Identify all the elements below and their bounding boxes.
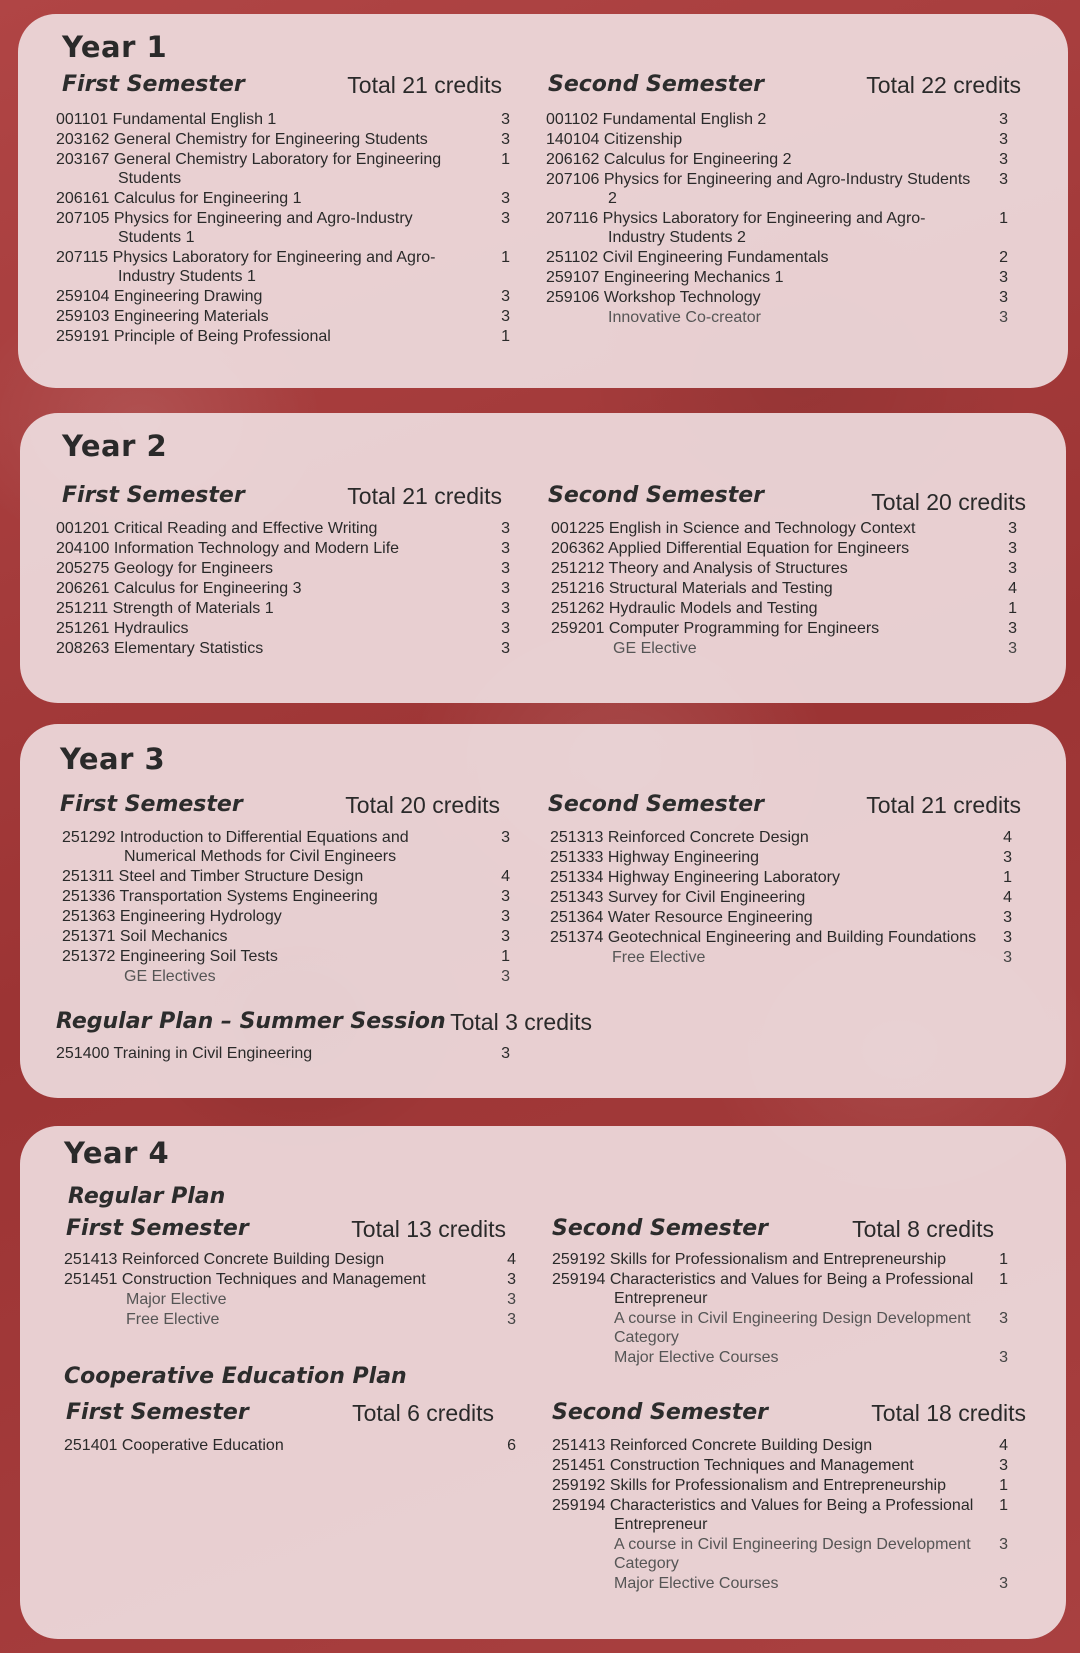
semester-total-credits: Total 20 credits [345, 792, 500, 818]
elective-row [551, 639, 1017, 658]
elective-row [64, 1290, 516, 1309]
course-row [550, 908, 1012, 927]
elective-row [546, 308, 1008, 327]
course-title: 251374 Geotechnical Engineering and Building Foundations [550, 929, 977, 946]
year-4-regular-first-semester-header [66, 1216, 506, 1244]
course-title: Free Elective [126, 1311, 220, 1328]
semester-name: First Semester [66, 1216, 249, 1241]
course-row [56, 519, 510, 538]
elective-row [552, 1535, 1008, 1573]
cooperative-plan-title: Cooperative Education Plan [64, 1364, 407, 1389]
course-row [56, 189, 510, 208]
course-row [56, 579, 510, 598]
semester-name: Second Semester [552, 1400, 768, 1425]
course-title: 251211 Strength of Materials 1 [56, 600, 274, 617]
course-credits: 4 [1008, 580, 1017, 597]
course-title: 001201 Critical Reading and Effective Writing [56, 520, 378, 537]
course-credits: 3 [501, 288, 510, 305]
course-credits: 1 [999, 1477, 1008, 1494]
year-2-first-semester-header [62, 483, 502, 511]
year-3-panel [20, 724, 1066, 1098]
semester-total-credits: Total 21 credits [347, 72, 502, 98]
course-title: 251313 Reinforced Concrete Design [550, 829, 809, 846]
course-title: 203167 General Chemistry Laboratory for Engineering Students [56, 151, 442, 187]
course-credits: 2 [999, 249, 1008, 266]
year-2-panel [20, 413, 1066, 703]
elective-row [64, 1310, 516, 1329]
course-credits: 3 [999, 171, 1008, 188]
semester-name: First Semester [66, 1400, 249, 1425]
course-title: 259107 Engineering Mechanics 1 [546, 269, 784, 286]
year-1-first-semester-header [62, 72, 502, 100]
course-row [56, 1044, 510, 1063]
year-2-title: Year 2 [62, 429, 168, 463]
course-credits: 3 [1003, 849, 1012, 866]
course-credits: 3 [999, 131, 1008, 148]
course-title: 207106 Physics for Engineering and Agro-Industry Students 2 [546, 171, 971, 207]
course-row [550, 848, 1012, 867]
course-credits: 1 [501, 249, 510, 266]
year-3-first-semester-header [60, 792, 500, 820]
course-credits: 1 [999, 1497, 1008, 1514]
course-row [546, 170, 1008, 208]
course-title: 001225 English in Science and Technology Context [551, 520, 916, 537]
course-credits: 1 [999, 1271, 1008, 1288]
semester-name: Second Semester [548, 72, 764, 97]
course-row [56, 599, 510, 618]
course-credits: 3 [501, 560, 510, 577]
course-row [56, 110, 510, 129]
course-credits: 3 [999, 111, 1008, 128]
semester-total-credits: Total 3 credits [450, 1009, 592, 1035]
year-4-panel [20, 1126, 1066, 1639]
course-row [550, 928, 1012, 947]
semester-total-credits: Total 8 credits [852, 1216, 994, 1242]
semester-total-credits: Total 13 credits [351, 1216, 506, 1242]
year-1-second-semester-header [548, 72, 1021, 100]
course-credits: 3 [1008, 560, 1017, 577]
semester-total-credits: Total 18 credits [871, 1400, 1026, 1426]
year-1-first-semester-courses [56, 110, 510, 347]
course-title: Major Elective Courses [614, 1349, 779, 1366]
course-row [551, 539, 1017, 558]
course-title: 259103 Engineering Materials [56, 308, 269, 325]
course-title: 205275 Geology for Engineers [56, 560, 274, 577]
year-4-regular-second-semester-courses [552, 1250, 1008, 1368]
course-title: 251333 Highway Engineering [550, 849, 760, 866]
course-title: 208263 Elementary Statistics [56, 640, 264, 657]
course-title: 251413 Reinforced Concrete Building Design [552, 1437, 873, 1454]
course-credits: 1 [501, 328, 510, 345]
course-credits: 3 [1008, 620, 1017, 637]
course-title: 203162 General Chemistry for Engineering Students [56, 131, 428, 148]
course-title: Major Elective [126, 1291, 227, 1308]
course-row [56, 327, 510, 346]
course-credits: 4 [1003, 889, 1012, 906]
course-title: 251334 Highway Engineering Laboratory [550, 869, 840, 886]
course-credits: 3 [501, 620, 510, 637]
course-row [56, 639, 510, 658]
course-credits: 3 [501, 908, 510, 925]
course-row [551, 559, 1017, 578]
course-title: 207105 Physics for Engineering and Agro-Industry Students 1 [56, 210, 413, 246]
course-title: 259192 Skills for Professionalism and Entrepreneurship [552, 1251, 946, 1268]
course-row [551, 599, 1017, 618]
course-row [56, 539, 510, 558]
elective-row [552, 1348, 1008, 1367]
course-row [550, 888, 1012, 907]
course-title: 251292 Introduction to Differential Equations and Numerical Methods for Civil Engineers [62, 829, 409, 865]
course-row [546, 209, 1008, 247]
course-title: 207116 Physics Laboratory for Engineering and Agro-Industry Students 2 [546, 210, 926, 246]
course-credits: 3 [999, 1349, 1008, 1366]
course-title: 206162 Calculus for Engineering 2 [546, 151, 792, 168]
course-title: 259201 Computer Programming for Engineers [551, 620, 880, 637]
course-title: 251364 Water Resource Engineering [550, 909, 813, 926]
course-row [550, 828, 1012, 847]
year-2-second-semester-header [548, 483, 1026, 515]
semester-name: First Semester [62, 483, 245, 508]
course-credits: 3 [999, 309, 1008, 326]
course-title: 206161 Calculus for Engineering 1 [56, 190, 302, 207]
course-credits: 3 [507, 1311, 516, 1328]
course-row [56, 209, 510, 247]
course-row [56, 248, 510, 286]
course-title: 206362 Applied Differential Equation for Engineers [551, 540, 910, 557]
course-credits: 3 [1008, 540, 1017, 557]
semester-total-credits: Total 6 credits [352, 1400, 494, 1426]
semester-name: Second Semester [548, 792, 764, 817]
course-credits: 3 [501, 308, 510, 325]
year-4-coop-second-semester-header [552, 1400, 1026, 1428]
course-row [550, 868, 1012, 887]
course-row [62, 867, 510, 886]
course-title: 259104 Engineering Drawing [56, 288, 263, 305]
course-credits: 3 [501, 520, 510, 537]
course-credits: 4 [1003, 829, 1012, 846]
year-4-regular-first-semester-courses [64, 1250, 516, 1330]
course-row [551, 519, 1017, 538]
elective-row [552, 1309, 1008, 1347]
course-title: Free Elective [612, 949, 706, 966]
course-credits: 3 [501, 640, 510, 657]
year-3-title: Year 3 [60, 742, 166, 776]
course-title: Innovative Co-creator [608, 309, 761, 326]
course-title: 251372 Engineering Soil Tests [62, 948, 278, 965]
course-row [552, 1476, 1008, 1495]
course-row [551, 619, 1017, 638]
year-3-summer-session-courses [56, 1044, 510, 1064]
semester-name: First Semester [62, 72, 245, 97]
course-credits: 1 [999, 210, 1008, 227]
course-credits: 3 [999, 1310, 1008, 1327]
course-credits: 4 [501, 868, 510, 885]
course-credits: 3 [501, 829, 510, 846]
course-credits: 1 [1008, 600, 1017, 617]
course-row [62, 947, 510, 966]
course-title: 259106 Workshop Technology [546, 289, 761, 306]
semester-total-credits: Total 22 credits [866, 72, 1021, 98]
course-credits: 3 [501, 1045, 510, 1062]
semester-total-credits: Total 20 credits [871, 489, 1026, 515]
course-title: 001101 Fundamental English 1 [56, 111, 277, 128]
course-title: 251311 Steel and Timber Structure Design [62, 868, 364, 885]
course-row [64, 1270, 516, 1289]
course-credits: 3 [1003, 929, 1012, 946]
semester-total-credits: Total 21 credits [866, 792, 1021, 818]
course-title: 259191 Principle of Being Professional [56, 328, 331, 345]
course-credits: 3 [999, 151, 1008, 168]
year-3-second-semester-header [548, 792, 1021, 820]
course-row [56, 287, 510, 306]
year-1-title: Year 1 [62, 30, 168, 64]
course-credits: 3 [999, 269, 1008, 286]
course-credits: 3 [501, 580, 510, 597]
course-row [64, 1436, 516, 1455]
course-title: 251451 Construction Techniques and Management [552, 1457, 914, 1474]
course-row [552, 1496, 1008, 1534]
course-row [552, 1250, 1008, 1269]
course-row [62, 828, 510, 866]
course-credits: 3 [501, 210, 510, 227]
course-credits: 3 [501, 888, 510, 905]
course-title: 140104 Citizenship [546, 131, 683, 148]
course-credits: 3 [1008, 640, 1017, 657]
course-row [551, 579, 1017, 598]
course-credits: 3 [501, 111, 510, 128]
course-title: 251451 Construction Techniques and Management [64, 1271, 426, 1288]
course-title: 251212 Theory and Analysis of Structures [551, 560, 848, 577]
year-3-summer-session-header [56, 1009, 592, 1037]
course-credits: 3 [999, 289, 1008, 306]
course-title: 251400 Training in Civil Engineering [56, 1045, 313, 1062]
course-credits: 3 [507, 1271, 516, 1288]
semester-name: Second Semester [548, 483, 764, 508]
course-title: 251371 Soil Mechanics [62, 928, 228, 945]
course-credits: 1 [501, 948, 510, 965]
course-row [62, 887, 510, 906]
year-4-coop-first-semester-header [66, 1400, 494, 1428]
course-title: 206261 Calculus for Engineering 3 [56, 580, 302, 597]
course-credits: 1 [1003, 869, 1012, 886]
course-credits: 1 [999, 1251, 1008, 1268]
course-row [62, 907, 510, 926]
year-3-second-semester-courses [550, 828, 1012, 968]
course-credits: 3 [501, 928, 510, 945]
course-title: 251336 Transportation Systems Engineering [62, 888, 378, 905]
year-2-second-semester-courses [551, 519, 1017, 659]
course-credits: 3 [999, 1536, 1008, 1553]
course-row [546, 150, 1008, 169]
course-title: 251102 Civil Engineering Fundamentals [546, 249, 829, 266]
course-row [546, 110, 1008, 129]
course-credits: 3 [1003, 949, 1012, 966]
course-row [546, 130, 1008, 149]
course-row [552, 1436, 1008, 1455]
elective-row [552, 1574, 1008, 1593]
course-row [56, 619, 510, 638]
course-title: 204100 Information Technology and Modern Life [56, 540, 400, 557]
course-title: 251401 Cooperative Education [64, 1437, 284, 1454]
semester-name: First Semester [60, 792, 243, 817]
course-row [56, 559, 510, 578]
course-title: 001102 Fundamental English 2 [546, 111, 767, 128]
course-title: 251363 Engineering Hydrology [62, 908, 282, 925]
course-title: 251216 Structural Materials and Testing [551, 580, 833, 597]
year-4-title: Year 4 [64, 1136, 170, 1170]
course-title: 207115 Physics Laboratory for Engineering and Agro-Industry Students 1 [56, 249, 436, 285]
course-row [546, 248, 1008, 267]
course-credits: 3 [501, 190, 510, 207]
course-row [546, 268, 1008, 287]
course-title: 259194 Characteristics and Values for Being a Professional Entrepreneur [552, 1271, 974, 1307]
course-title: GE Elective [613, 640, 697, 657]
semester-name: Second Semester [552, 1216, 768, 1241]
course-title: A course in Civil Engineering Design Development Category [614, 1310, 971, 1346]
course-credits: 3 [1003, 909, 1012, 926]
year-3-first-semester-courses [62, 828, 510, 987]
course-credits: 3 [1008, 520, 1017, 537]
elective-row [550, 948, 1012, 967]
course-credits: 3 [501, 540, 510, 557]
course-row [552, 1456, 1008, 1475]
year-4-coop-first-semester-courses [64, 1436, 516, 1456]
course-title: A course in Civil Engineering Design Development Category [614, 1536, 971, 1572]
course-credits: 3 [507, 1291, 516, 1308]
course-row [62, 927, 510, 946]
course-title: 251343 Survey for Civil Engineering [550, 889, 806, 906]
year-1-second-semester-courses [546, 110, 1008, 328]
elective-row [62, 967, 510, 986]
course-row [56, 307, 510, 326]
course-title: 259192 Skills for Professionalism and Entrepreneurship [552, 1477, 946, 1494]
course-title: 251261 Hydraulics [56, 620, 189, 637]
course-credits: 4 [507, 1251, 516, 1268]
course-credits: 3 [999, 1457, 1008, 1474]
course-row [56, 150, 510, 188]
course-credits: 1 [501, 151, 510, 168]
course-title: 251262 Hydraulic Models and Testing [551, 600, 818, 617]
year-4-coop-second-semester-courses [552, 1436, 1008, 1594]
course-credits: 3 [501, 600, 510, 617]
course-credits: 3 [501, 131, 510, 148]
year-2-first-semester-courses [56, 519, 510, 659]
regular-plan-title: Regular Plan [68, 1184, 226, 1209]
course-credits: 6 [507, 1437, 516, 1454]
course-title: Major Elective Courses [614, 1575, 779, 1592]
semester-name: Regular Plan – Summer Session [56, 1009, 446, 1034]
course-title: 259194 Characteristics and Values for Being a Professional Entrepreneur [552, 1497, 974, 1533]
year-4-regular-second-semester-header [552, 1216, 994, 1244]
course-row [56, 130, 510, 149]
course-credits: 3 [999, 1575, 1008, 1592]
course-credits: 4 [999, 1437, 1008, 1454]
course-title: GE Electives [124, 968, 216, 985]
course-title: 251413 Reinforced Concrete Building Design [64, 1251, 385, 1268]
year-1-panel [18, 14, 1068, 388]
course-row [64, 1250, 516, 1269]
course-row [546, 288, 1008, 307]
course-credits: 3 [501, 968, 510, 985]
course-row [552, 1270, 1008, 1308]
semester-total-credits: Total 21 credits [347, 483, 502, 509]
